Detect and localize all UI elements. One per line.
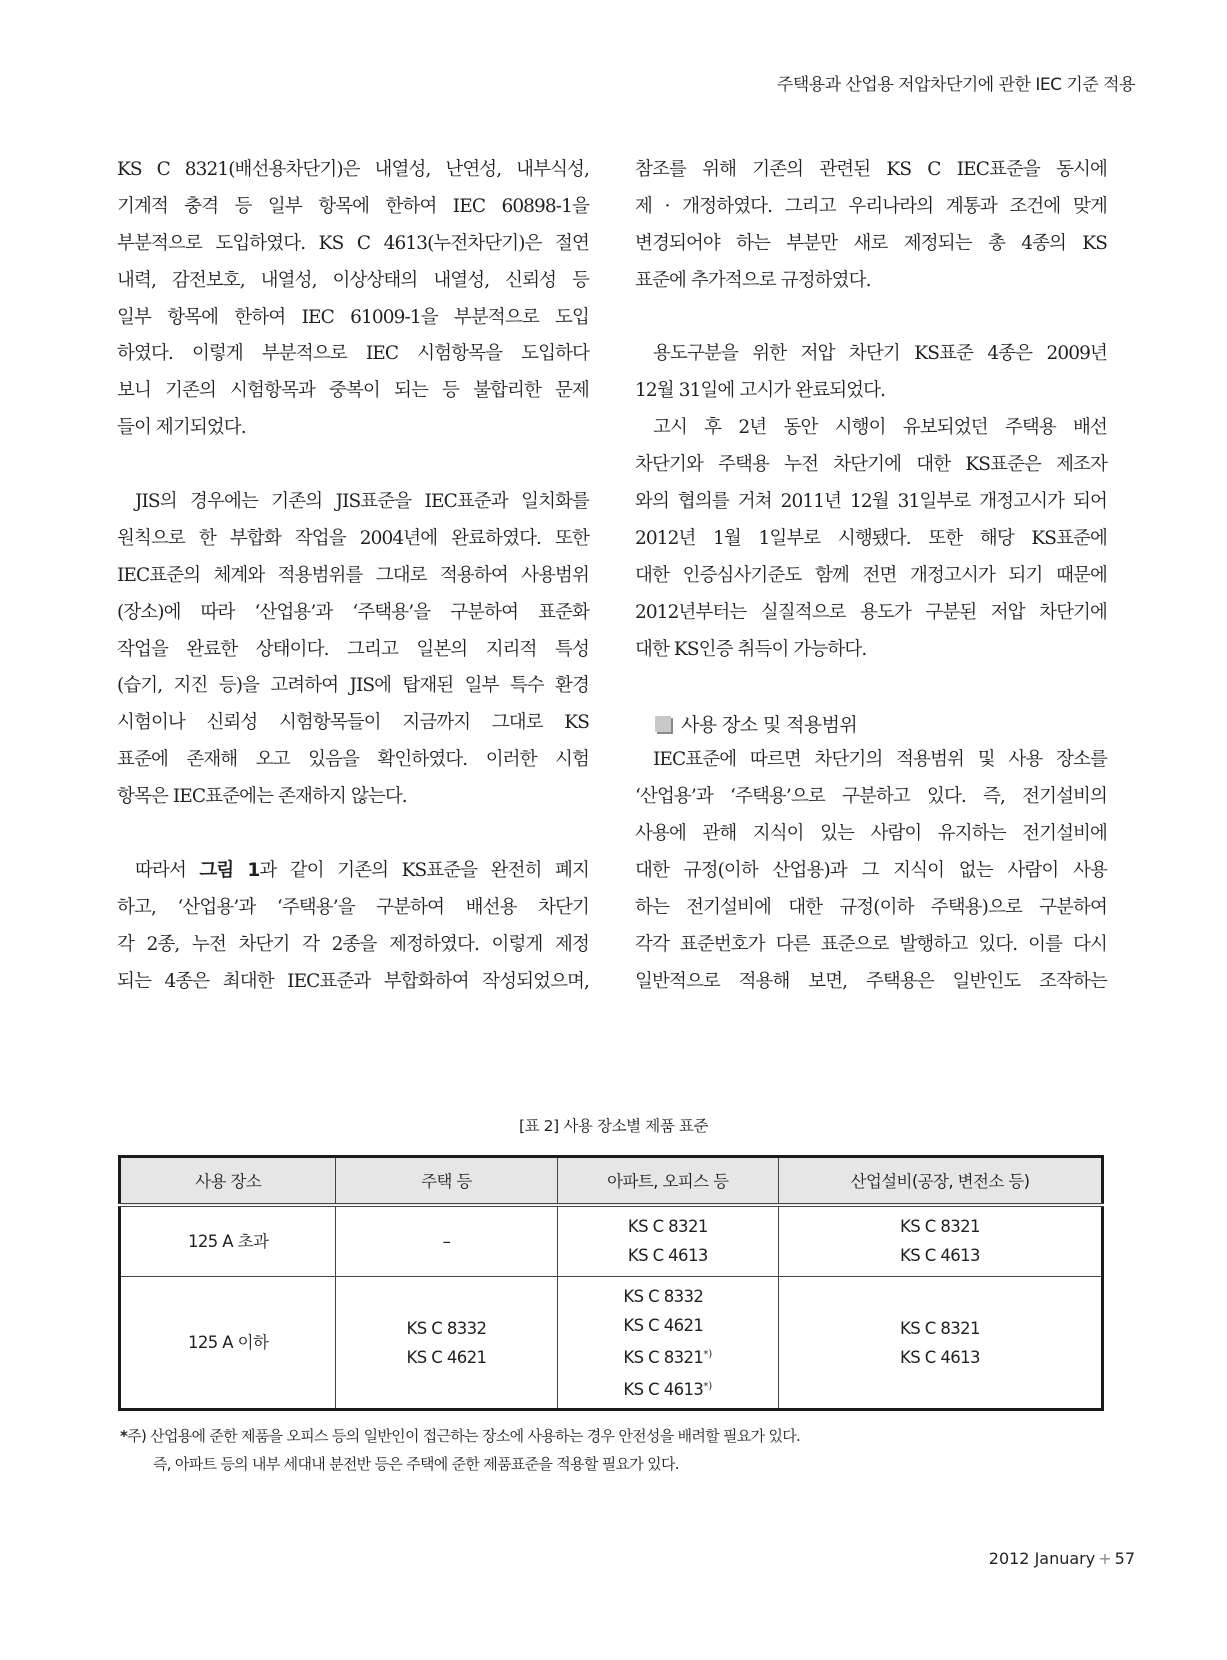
text-line: IEC표준에 따르면 차단기의 적용범위 및 사용 장소를 bbox=[653, 749, 1107, 771]
text-line: 작업을 완료한 상태이다. 그리고 일본의 지리적 특성 bbox=[117, 638, 589, 660]
right-column bbox=[635, 152, 1107, 1000]
text-line: 시험이나 신뢰성 시험항목들이 지금까지 그대로 KS bbox=[117, 712, 589, 734]
paragraph-gap bbox=[635, 300, 1107, 337]
header-apartment: 아파트, 오피스 등 bbox=[557, 1157, 778, 1205]
section-heading bbox=[635, 705, 1107, 742]
text-fragment: 따라서 bbox=[135, 859, 200, 881]
text-line: 항목은 IEC표준에는 존재하지 않는다. bbox=[117, 786, 407, 808]
text-line bbox=[117, 853, 589, 890]
footnote-line: 즉, 아파트 등의 내부 세대내 분전반 등은 주택에 준한 제품표준을 적용할 필요가 있다. bbox=[153, 1455, 679, 1473]
square-bullet-icon bbox=[655, 716, 671, 732]
text-line: 하는 전기설비에 대한 규정(이하 주택용)으로 구분하여 bbox=[635, 896, 1107, 918]
paragraph-ks-background bbox=[117, 152, 589, 447]
text-line: 차단기와 주택용 누전 차단기에 대한 KS표준은 제조자 bbox=[635, 454, 1107, 476]
cell-value: KS C 4621 bbox=[406, 1347, 487, 1367]
table-row bbox=[120, 1277, 1103, 1410]
text-line: 대한 규정(이하 산업용)과 그 지식이 없는 사람이 사용 bbox=[635, 859, 1107, 881]
text-line: 기계적 충격 등 일부 항목에 한하여 IEC 60898-1을 bbox=[117, 195, 589, 217]
paragraph-scope bbox=[635, 742, 1107, 1000]
text-line: 원칙으로 한 부합화 작업을 2004년에 완료하였다. 또한 bbox=[117, 527, 589, 549]
text-line: 내력, 감전보호, 내열성, 이상상태의 내열성, 신뢰성 등 bbox=[117, 269, 589, 291]
paragraph-gap bbox=[117, 816, 589, 853]
asterisk-icon: * bbox=[120, 1427, 128, 1445]
cell-apartment bbox=[557, 1277, 778, 1410]
text-line: 하였다. 이렇게 부분적으로 IEC 시험항목을 도입하다 bbox=[117, 343, 589, 365]
cell-value: KS C 8332 bbox=[406, 1318, 487, 1338]
standard-code: KS C 8332 bbox=[623, 1286, 704, 1306]
header-house: 주택 등 bbox=[336, 1157, 557, 1205]
issue-date: 2012 January bbox=[988, 1549, 1096, 1568]
text-line: 참조를 위해 기존의 관련된 KS C IEC표준을 동시에 bbox=[635, 159, 1107, 180]
header-place: 사용 장소 bbox=[120, 1157, 336, 1205]
paragraph-gap bbox=[635, 668, 1107, 705]
cell-apartment bbox=[557, 1205, 778, 1277]
paragraph-gap bbox=[117, 447, 589, 484]
text-line: 고시 후 2년 동안 시행이 유보되었던 주택용 배선 bbox=[653, 417, 1107, 439]
cell-industrial bbox=[779, 1205, 1103, 1277]
text-fragment: 과 같이 기존의 KS표준을 완전히 폐지 bbox=[259, 859, 589, 881]
text-line: 표준에 존재해 오고 있음을 확인하였다. 이러한 시험 bbox=[117, 749, 589, 771]
footnote-marker: *) bbox=[703, 1380, 713, 1392]
paragraph-enforcement bbox=[635, 410, 1107, 668]
text-line: 사용에 관해 지식이 있는 사람이 유지하는 전기설비에 bbox=[635, 823, 1107, 845]
header-industrial: 산업설비(공장, 변전소 등) bbox=[779, 1157, 1103, 1205]
text-line: KS C 8321(배선용차단기)은 내열성, 난연성, 내부식성, bbox=[117, 159, 589, 180]
text-line: 각각 표준번호가 다른 표준으로 발행하고 있다. 이를 다시 bbox=[635, 933, 1107, 955]
cell-value bbox=[623, 1340, 712, 1372]
text-line: 용도구분을 위한 저압 차단기 KS표준 4종은 2009년 bbox=[653, 343, 1107, 365]
paragraph-reference bbox=[635, 152, 1107, 300]
running-title: 주택용과 산업용 저압차단기에 관한 IEC 기준 적용 bbox=[776, 75, 1135, 95]
cell-house bbox=[336, 1277, 557, 1410]
cell-place: 125 A 초과 bbox=[120, 1205, 336, 1277]
cell-value: KS C 8321 bbox=[900, 1217, 980, 1237]
standard-code: KS C 8321 bbox=[623, 1347, 704, 1367]
text-line: 2012년 1월 1일부로 시행됐다. 또한 해당 KS표준에 bbox=[635, 527, 1107, 549]
text-line: 제 · 개정하였다. 그리고 우리나라의 계통과 조건에 맞게 bbox=[635, 195, 1107, 217]
text-line: ‘산업용’과 ‘주택용’으로 구분하고 있다. 즉, 전기설비의 bbox=[635, 786, 1107, 808]
cell-value: – bbox=[442, 1231, 451, 1251]
standard-code: KS C 4621 bbox=[623, 1315, 704, 1335]
footnote-marker: *) bbox=[703, 1348, 713, 1360]
cell-industrial bbox=[779, 1277, 1103, 1410]
text-line: 하고, ‘산업용’과 ‘주택용’을 구분하여 배선용 차단기 bbox=[117, 896, 589, 918]
product-standards-table bbox=[118, 1155, 1104, 1411]
text-line: IEC표준의 체계와 적용범위를 그대로 적용하여 사용범위 bbox=[117, 564, 589, 586]
cell-value bbox=[623, 1372, 712, 1404]
text-line: 들이 제기되었다. bbox=[117, 417, 246, 439]
text-line: JIS의 경우에는 기존의 JIS표준을 IEC표준과 일치화를 bbox=[135, 491, 589, 513]
figure-reference: 그림 1 bbox=[199, 859, 260, 881]
text-line: 부분적으로 도입하였다. KS C 4613(누전차단기)은 절연 bbox=[117, 232, 589, 254]
standard-code: KS C 4613 bbox=[627, 1246, 708, 1266]
cell-place: 125 A 이하 bbox=[120, 1277, 336, 1410]
left-column bbox=[117, 152, 589, 1000]
table-header-row bbox=[120, 1157, 1103, 1205]
footnote-line: 주) 산업용에 준한 제품을 오피스 등의 일반인이 접근하는 장소에 사용하는 경우 안전성을 배려할 필요가 있다. bbox=[127, 1427, 801, 1445]
text-line: 대한 인증심사기준도 함께 전면 개정고시가 되기 때문에 bbox=[635, 564, 1107, 586]
cell-value bbox=[623, 1311, 712, 1340]
page-number: 57 bbox=[1114, 1549, 1135, 1568]
page-footer bbox=[989, 1549, 1135, 1568]
text-line: 각 2종, 누전 차단기 각 2종을 제정하였다. 이렇게 제정 bbox=[117, 933, 589, 955]
standard-code: KS C 8321 bbox=[627, 1217, 708, 1237]
table-row bbox=[120, 1205, 1103, 1277]
cell-value: KS C 4613 bbox=[900, 1246, 980, 1266]
text-line: 되는 4종은 최대한 IEC표준과 부합화하여 작성되었으며, bbox=[117, 970, 589, 992]
text-line: (장소)에 따라 ‘산업용’과 ‘주택용’을 구분하여 표준화 bbox=[117, 601, 589, 623]
section-heading-text: 사용 장소 및 적용범위 bbox=[681, 714, 858, 737]
paragraph-jis bbox=[117, 484, 589, 816]
standard-code: KS C 4613 bbox=[623, 1379, 704, 1399]
cell-value: KS C 8321 bbox=[900, 1318, 980, 1338]
paragraph-announcement bbox=[635, 336, 1107, 410]
cell-house bbox=[336, 1205, 557, 1277]
text-line: 와의 협의를 거쳐 2011년 12월 31일부로 개정고시가 되어 bbox=[635, 491, 1107, 513]
text-line: 2012년부터는 실질적으로 용도가 구분된 저압 차단기에 bbox=[635, 601, 1107, 623]
text-line: 일부 항목에 한하여 IEC 61009-1을 부분적으로 도입 bbox=[117, 306, 589, 328]
text-line: 변경되어야 하는 부분만 새로 제정되는 총 4종의 KS bbox=[635, 232, 1107, 254]
cell-value: KS C 4613 bbox=[900, 1347, 980, 1367]
cell-value bbox=[628, 1241, 708, 1270]
text-line: 12월 31일에 고시가 완료되었다. bbox=[635, 380, 886, 402]
paragraph-new-ks bbox=[117, 853, 589, 1001]
text-line: 대한 KS인증 취득이 가능하다. bbox=[635, 638, 867, 660]
text-line: 보니 기존의 시험항목과 중복이 되는 등 불합리한 문제 bbox=[117, 380, 589, 402]
cell-value bbox=[628, 1212, 708, 1241]
separator: + bbox=[1098, 1549, 1112, 1568]
table-footnote bbox=[120, 1422, 800, 1478]
table-caption: [표 2] 사용 장소별 제품 표준 bbox=[518, 1117, 709, 1135]
cell-value bbox=[623, 1282, 712, 1311]
text-line: 표준에 추가적으로 규정하였다. bbox=[635, 269, 871, 291]
text-line: (습기, 지진 등)을 고려하여 JIS에 탑재된 일부 특수 환경 bbox=[117, 675, 589, 697]
text-line: 일반적으로 적용해 보면, 주택용은 일반인도 조작하는 bbox=[635, 970, 1107, 992]
